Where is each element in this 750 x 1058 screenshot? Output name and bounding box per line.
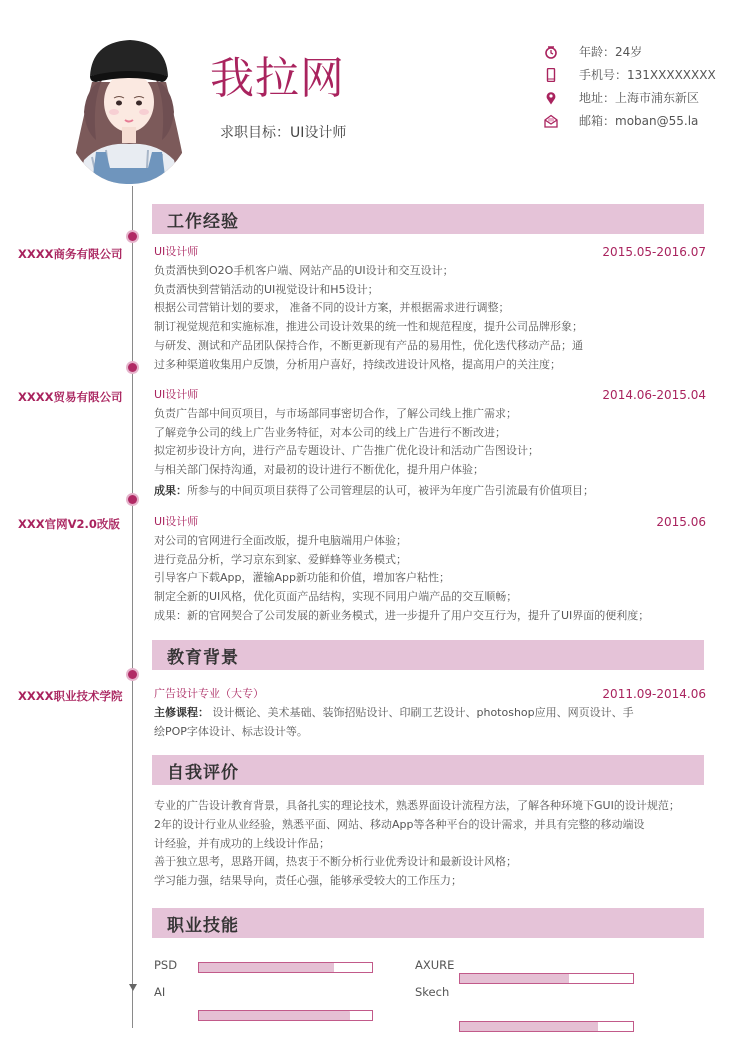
section-header-self-evaluation: [152, 755, 704, 785]
clock-icon: [544, 45, 558, 59]
duty-line: 过多种渠道收集用户反馈，分析用户喜好，持续改进设计风格，提高用户的关注度；: [154, 357, 561, 371]
education-date: 2011.09-2014.06: [602, 687, 706, 701]
section-header-skills: [152, 908, 704, 938]
section-header-education: [152, 640, 704, 670]
section-title: 职业技能: [167, 916, 239, 936]
section-title: 工作经验: [167, 212, 239, 232]
company-name: XXXX商务有限公司: [18, 247, 123, 261]
envelope-icon: [544, 114, 558, 128]
duty-line: 拟定初步设计方向，进行产品专题设计、广告推广优化设计和活动广告图设计；: [154, 444, 539, 458]
candidate-name: 我拉网: [210, 53, 345, 104]
duty-line: 与相关部门保持沟通，对最初的设计进行不断优化，提升用户体验；: [154, 463, 484, 477]
section-header-work: [152, 204, 704, 234]
company-name: XXX官网V2.0改版: [18, 517, 120, 531]
duty-line: 引导客户下载App，灌输App新功能和价值，增加客户粘性；: [154, 571, 450, 585]
section-title: 自我评价: [167, 763, 239, 783]
school-name: XXXX职业技术学院: [18, 689, 123, 703]
work-entry: [154, 386, 706, 501]
timeline-line: [132, 186, 133, 1028]
timeline-dot: [128, 363, 137, 372]
skill-bar-fill: [199, 963, 334, 972]
timeline-dot: [128, 232, 137, 241]
skill-label-axure: AXURE: [415, 958, 455, 972]
skill-bar-fill: [199, 1011, 350, 1020]
skill-label-psd: PSD: [154, 958, 178, 972]
work-entry: [154, 243, 706, 375]
job-date: 2015.06: [656, 515, 706, 529]
work-entry: [154, 513, 706, 626]
timeline-dot: [128, 495, 137, 504]
job-objective: 求职目标：UI设计师: [220, 125, 347, 141]
evaluation-line: 学习能力强，结果导向，责任心强，能够承受较大的工作压力；: [154, 874, 462, 888]
evaluation-line: 专业的广告设计教育背景，具备扎实的理论技术，熟悉界面设计流程方法，了解各种环境下GUI的设计规范；: [154, 799, 680, 812]
job-role: UI设计师: [154, 515, 199, 528]
skill-bar-ai: [198, 1010, 373, 1021]
duty-line: 制订视觉规范和实施标准，推进公司设计效果的统一性和规范程度，提升公司品牌形象；: [154, 320, 583, 334]
evaluation-line: 善于独立思考，思路开阔，热衷于不断分析行业优秀设计和最新设计风格；: [154, 855, 517, 869]
job-role: UI设计师: [154, 388, 199, 401]
location-pin-icon: [544, 91, 558, 105]
avatar-illustration: [62, 32, 196, 184]
major: 广告设计专业（大专）: [154, 687, 264, 700]
section-title: 教育背景: [167, 648, 239, 668]
duty-line: 制定全新的UI风格，优化页面产品结构，实现不同用户端产品的交互顺畅；: [154, 590, 518, 604]
skill-label-ai: AI: [154, 985, 166, 999]
duty-line: 与研发、测试和产品团队保持合作，不断更新现有产品的易用性，优化迭代移动产品；通: [154, 338, 583, 352]
duty-line: 负责酒快到营销活动的UI视觉设计和H5设计；: [154, 282, 379, 296]
timeline-dot: [128, 670, 137, 679]
duty-line: 根据公司营销计划的要求， 准备不同的设计方案，并根据需求进行调整；: [154, 301, 510, 315]
skill-bar-axure: [459, 973, 634, 984]
skill-bar-psd: [198, 962, 373, 973]
duty-line: 进行竞品分析，学习京东到家、爱鲜蜂等业务模式；: [154, 552, 407, 566]
skill-bar-skech: [459, 1021, 634, 1032]
evaluation-line: 2年的设计行业从业经验，熟悉平面、网站、移动App等各种平台的设计需求，并具有完整的移动端设: [154, 817, 645, 831]
duty-line: 对公司的官网进行全面改版，提升电脑端用户体验；: [154, 533, 407, 547]
duty-line: 成果：新的官网契合了公司发展的新业务模式，进一步提升了用户交互行为，提升了UI界面的便利度；: [154, 608, 650, 622]
education-entry: [154, 685, 706, 741]
courses-line: 主修课程： 设计概论、美术基础、装饰招贴设计、印刷工艺设计、photoshop应用、网页设计、手: [154, 705, 634, 719]
skill-bar-fill: [460, 974, 569, 983]
courses-line: 绘POP字体设计、标志设计等。: [154, 724, 308, 738]
job-role: UI设计师: [154, 245, 199, 258]
result-line: 成果：所参与的中间页项目获得了公司管理层的认可，被评为年度广告引流最有价值项目；: [154, 483, 594, 497]
avatar: [62, 32, 196, 184]
self-evaluation-text: [154, 797, 706, 891]
timeline-arrow-icon: [129, 984, 137, 991]
job-date: 2014.06-2015.04: [602, 388, 706, 402]
job-date: 2015.05-2016.07: [602, 245, 706, 259]
duty-line: 了解竞争公司的线上广告业务特征，对本公司的线上广告进行不断改进；: [154, 425, 506, 439]
skill-bar-fill: [460, 1022, 598, 1031]
evaluation-line: 计经验，并有成功的上线设计作品；: [154, 836, 330, 850]
company-name: XXXX贸易有限公司: [18, 390, 123, 404]
skill-label-skech: Skech: [415, 985, 450, 999]
duty-line: 负责广告部中间页项目，与市场部同事密切合作，了解公司线上推广需求；: [154, 406, 517, 420]
phone-icon: [544, 68, 558, 82]
duty-line: 负责酒快到O2O手机客户端、网站产品的UI设计和交互设计；: [154, 263, 454, 277]
